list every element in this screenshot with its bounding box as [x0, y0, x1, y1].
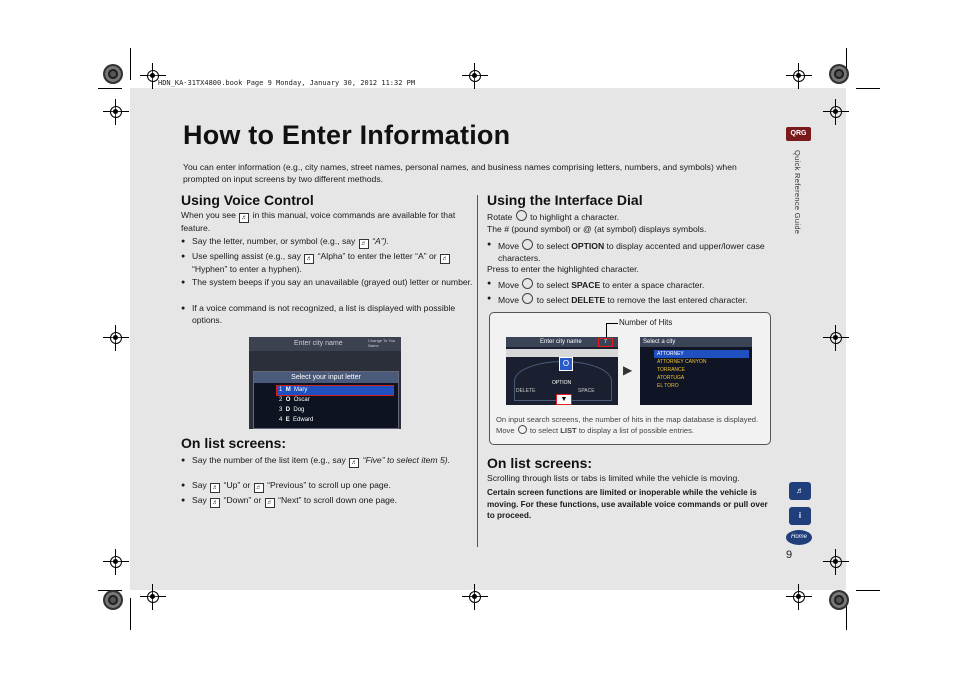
voice-popup-title: Select your input letter [254, 372, 398, 383]
select-city-screen [640, 337, 752, 405]
list-left-bullet-1: ● Say the number of the list item (e.g., say ♬ “Five” to select item 5). [181, 455, 477, 468]
list-item[interactable]: 2 O Oscar [279, 397, 310, 403]
voice-command-icon: ♬ [212, 485, 219, 491]
list-screens-heading-left: On list screens: [181, 435, 287, 451]
list-right-text: Scrolling through lists or tabs is limited while the vehicle is moving. [487, 473, 740, 483]
voice-bullet-3: ● The system beeps if you say an unavailable (grayed out) letter or number. [181, 277, 477, 289]
option-label: OPTION [552, 380, 572, 386]
interface-dial-heading: Using the Interface Dial [487, 192, 643, 208]
enter-city-screen: Enter city name 7 O OPTION DELETE SPACE ▼ [506, 337, 618, 405]
list-item[interactable]: 4 E Edward [279, 417, 314, 423]
list-item[interactable]: TORRANCE [657, 367, 685, 373]
figure-caption: On input search screens, the number of hits in the map database is displayed. Move to select LIST to display a list of possible entries. [496, 415, 759, 435]
registration-mark-icon [823, 549, 849, 575]
enter-city-title: Enter city name [540, 339, 582, 345]
registration-mark-icon [103, 325, 129, 351]
registration-mark-icon [140, 584, 166, 610]
voice-command-icon: ♬ [442, 256, 449, 262]
dial-rotate-icon [516, 210, 527, 221]
arrow-right-icon: ▶ [623, 363, 633, 377]
registration-mark-icon [823, 99, 849, 125]
dial-bullet-3: ● Move to select DELETE to remove the last entered character. [487, 293, 783, 307]
delete-label: DELETE [516, 388, 536, 394]
voice-command-icon: ♬ [266, 500, 273, 506]
registration-mark-icon [786, 584, 812, 610]
print-header: HDN_KA-31TX4800.book Page 9 Monday, January 30, 2012 11:32 PM [158, 79, 416, 87]
voice-command-icon: ♬ [306, 256, 313, 262]
list-arrow-icon: ▼ [556, 394, 572, 405]
registration-disc-icon [829, 590, 849, 610]
voice-command-icon: ♬ [212, 500, 219, 506]
registration-disc-icon [829, 64, 849, 84]
intro-text: You can enter information (e.g., city names, street names, personal names, and business names comprising letters, numbers, and symbols) when prompted on input screens by two different methods. [183, 162, 737, 184]
list-item[interactable]: EL TORO [657, 383, 679, 389]
registration-mark-icon [823, 325, 849, 351]
voice-letter-list [279, 385, 313, 425]
list-left-bullet-2: ● Say ♬ “Up” or ♬ “Previous” to scroll up one page. [181, 480, 477, 493]
voice-nav-icon[interactable]: ♬ [789, 482, 811, 500]
voice-screen-side-label: Change To You Name [368, 338, 396, 348]
qrg-tab[interactable]: QRG [786, 127, 811, 141]
voice-command-icon: ♬ [360, 241, 367, 247]
voice-bullet-1: ● Say the letter, number, or symbol (e.g., say ♬ “A”). [181, 236, 477, 249]
city-list [657, 350, 706, 390]
space-label: SPACE [578, 388, 595, 394]
registration-mark-icon [103, 99, 129, 125]
registration-mark-icon [103, 549, 129, 575]
registration-disc-icon [103, 64, 123, 84]
page-number: 9 [786, 549, 793, 561]
dial-move-left-icon [522, 293, 533, 304]
list-item[interactable]: ATORTUGA [657, 375, 685, 381]
registration-mark-icon [786, 63, 812, 89]
info-nav-icon[interactable]: i [789, 507, 811, 525]
voice-bullet-2: ● Use spelling assist (e.g., say ♬ “Alpha” to enter the letter “A” or ♬ “Hyphen” to enter a hyphen). [181, 251, 477, 276]
dial-move-up-icon [522, 239, 533, 250]
voice-screen-figure [249, 337, 401, 429]
registration-mark-icon [462, 584, 488, 610]
list-item[interactable]: ATTORNEY CANYON [657, 359, 707, 365]
voice-intro: When you see ♬ in this manual, voice commands are available for that feature. [181, 210, 456, 233]
registration-mark-icon [462, 63, 488, 89]
quick-reference-guide-label: Quick Reference Guide [793, 150, 802, 235]
number-of-hits-callout: Number of Hits [619, 318, 673, 327]
voice-command-icon: ♬ [241, 215, 248, 221]
registration-disc-icon [103, 590, 123, 610]
dial-bullet-2: ● Move to select SPACE to enter a space character. [487, 278, 778, 292]
voice-command-icon: ♬ [255, 485, 262, 491]
list-item[interactable]: ATTORNEY [657, 351, 684, 357]
moving-vehicle-warning: Certain screen functions are limited or inoperable while the vehicle is moving. For these functions, use available voice commands or pull over to proceed. [487, 488, 768, 520]
list-left-bullet-3: ● Say ♬ “Down” or ♬ “Next” to scroll down one page. [181, 495, 477, 508]
dial-press-text: Press to enter the highlighted character. [487, 264, 639, 274]
dial-move-down-icon [518, 425, 527, 434]
dial-move-right-icon [522, 278, 533, 289]
voice-screen-top-label: Enter city name [294, 340, 343, 347]
voice-bullet-4: ● If a voice command is not recognized, a list is displayed with possible options. [181, 303, 477, 326]
page-title: How to Enter Information [183, 120, 511, 150]
home-nav-button[interactable]: Home [786, 530, 812, 545]
dial-rotate-text: Rotate to highlight a character. [487, 212, 619, 222]
list-screens-heading-right: On list screens: [487, 455, 593, 471]
list-item[interactable]: 1 M Mary [279, 387, 308, 393]
column-divider [477, 195, 478, 547]
select-city-title: Select a city [643, 339, 676, 345]
hits-count: 7 [598, 338, 613, 347]
list-item[interactable]: 3 D Dog [279, 407, 305, 413]
dial-symbols-text: The # (pound symbol) or @ (at symbol) displays symbols. [487, 224, 707, 234]
voice-command-icon: ♬ [351, 460, 358, 466]
voice-control-heading: Using Voice Control [181, 192, 314, 208]
dial-bullet-1: ● Move to select OPTION to display accented and upper/lower case characters. [487, 239, 778, 264]
